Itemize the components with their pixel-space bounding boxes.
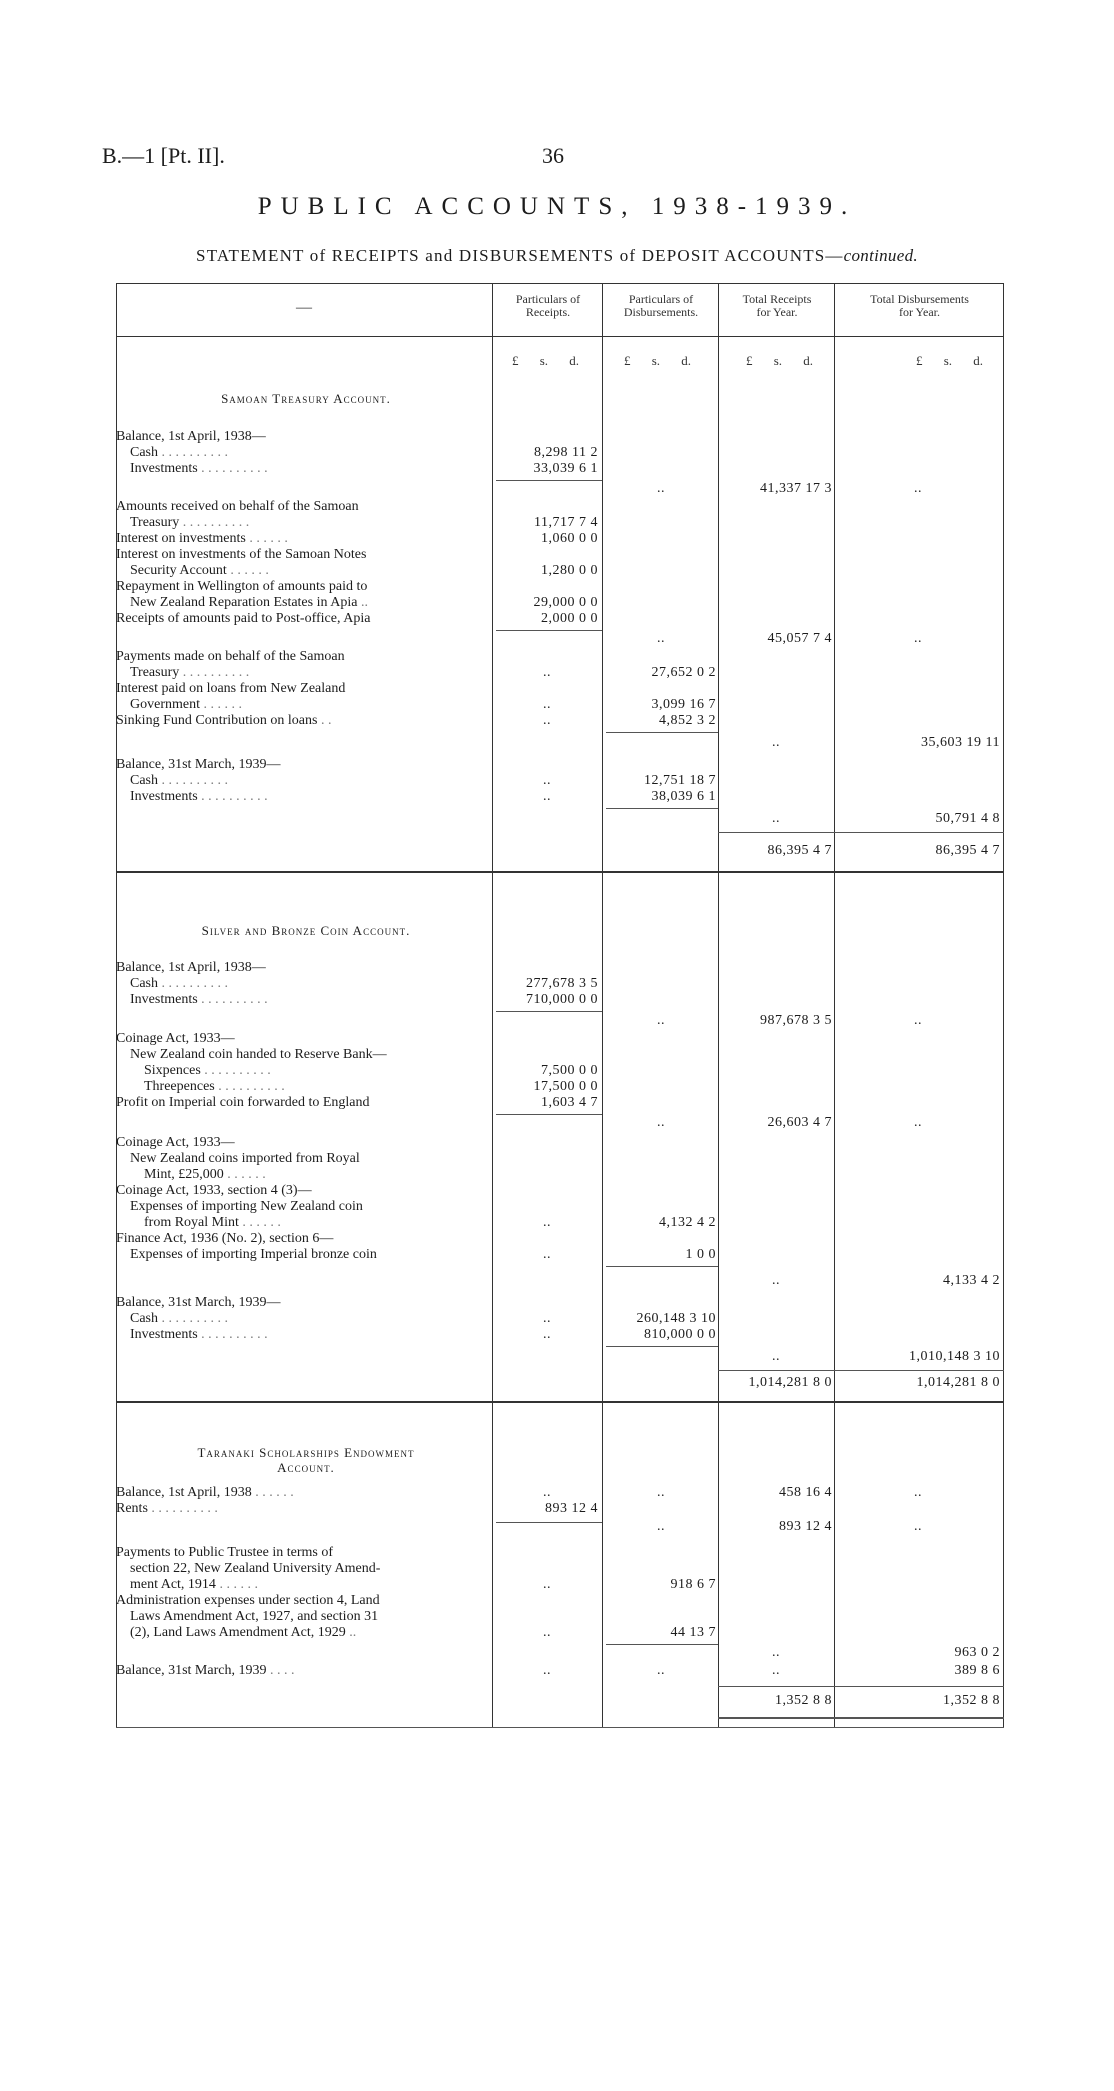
- samoan-close-inv-receipt-dots: ..: [543, 789, 551, 804]
- units-receipts: £ s. d.: [512, 353, 580, 368]
- samoan-interest-investments-amount: 1,060 0 0: [541, 531, 598, 546]
- taranaki-payments-line3: ment Act, 1914 . . . . . .: [130, 1577, 258, 1592]
- silver-coinage-act-c: Coinage Act, 1933, section 4 (3)—: [116, 1183, 312, 1198]
- subtotal-rule: [606, 1266, 718, 1267]
- taranaki-rents-total: 893 12 4: [779, 1519, 832, 1534]
- taranaki-balance-close-disb-dots: ..: [657, 1663, 665, 1678]
- section-title-taranaki: [116, 1445, 496, 1475]
- samoan-amounts-received-amount: 11,717 7 4: [534, 515, 598, 530]
- samoan-receipts-disbtotal-dots: ..: [914, 631, 922, 646]
- taranaki-balance-open-receipt-dots: ..: [543, 1485, 551, 1500]
- samoan-post-office-label: Receipts of amounts paid to Post-office, Apia: [116, 611, 371, 626]
- silver-balance-disbtotal-dots: ..: [914, 1013, 922, 1028]
- silver-expenses-line1: Expenses of importing New Zealand coin: [130, 1199, 363, 1214]
- taranaki-balance-open-amount: 458 16 4: [779, 1485, 832, 1500]
- samoan-cash-amount: 8,298 11 2: [534, 445, 598, 460]
- samoan-balance-disb-dots: ..: [657, 481, 665, 496]
- taranaki-balance-close-label: Balance, 31st March, 1939 . . . .: [116, 1663, 295, 1678]
- column-header-blank: —: [296, 299, 312, 316]
- silver-close-inv-receipt-dots: ..: [543, 1327, 551, 1342]
- taranaki-rents-disbtotal-dots: ..: [914, 1519, 922, 1534]
- taranaki-balance-close-receipt-dots: ..: [543, 1663, 551, 1678]
- column-header-total-receipts: [720, 293, 834, 319]
- samoan-grand-total-receipts: 86,395 4 7: [767, 843, 832, 858]
- silver-receipts-total: 26,603 4 7: [767, 1115, 832, 1130]
- silver-close-cash-amount: 260,148 3 10: [636, 1311, 716, 1326]
- subtitle-main: STATEMENT of RECEIPTS and DISBURSEMENTS of DEPOSIT ACCOUNTS—: [196, 246, 844, 265]
- taranaki-balance-close-total-dots: ..: [772, 1663, 780, 1678]
- section-separator: [116, 871, 1004, 873]
- samoan-payments-line2: Treasury . . . . . . . . . .: [130, 665, 250, 680]
- silver-close-total: 1,010,148 3 10: [909, 1349, 1000, 1364]
- silver-balance-disb-dots: ..: [657, 1013, 665, 1028]
- subtotal-rule: [496, 1011, 602, 1012]
- silver-threepences-amount: 17,500 0 0: [533, 1079, 598, 1094]
- samoan-repayment-amount: 29,000 0 0: [533, 595, 598, 610]
- column-header-total-disbursements-line2: for Year.: [899, 305, 940, 319]
- samoan-interest-notes-line1: Interest on investments of the Samoan Notes: [116, 547, 367, 562]
- silver-investments-amount: 710,000 0 0: [526, 992, 598, 1007]
- taranaki-payments-amount: 918 6 7: [670, 1577, 716, 1592]
- section-title-samoan: Samoan Treasury Account.: [221, 391, 391, 406]
- silver-balance-close: Balance, 31st March, 1939—: [116, 1295, 281, 1310]
- page-number: 36: [542, 143, 564, 168]
- samoan-close-cash-amount: 12,751 18 7: [644, 773, 716, 788]
- samoan-balance-open: Balance, 1st April, 1938—: [116, 429, 266, 444]
- taranaki-admin-line2: Laws Amendment Act, 1927, and section 31: [130, 1609, 379, 1624]
- accounts-table: [116, 283, 1004, 2091]
- silver-balance-open: Balance, 1st April, 1938—: [116, 960, 266, 975]
- taranaki-rents-amount: 893 12 4: [545, 1501, 598, 1516]
- silver-expenses-amount: 4,132 4 2: [659, 1215, 716, 1230]
- taranaki-grand-total-receipts: 1,352 8 8: [775, 1693, 832, 1708]
- taranaki-balance-open-disbtotal-dots: ..: [914, 1485, 922, 1500]
- samoan-close-receipt-dots: ..: [772, 811, 780, 826]
- taranaki-disb-receipt-dots: ..: [772, 1645, 780, 1660]
- units-total-disbursements: £ s. d.: [916, 353, 984, 368]
- document-reference: B.—1 [Pt. II].: [102, 143, 225, 168]
- silver-grand-total-disbursements: 1,014,281 8 0: [916, 1375, 1000, 1390]
- section-title-silver: Silver and Bronze Coin Account.: [201, 923, 411, 938]
- samoan-payments-line1: Payments made on behalf of the Samoan: [116, 649, 345, 664]
- silver-imported-line2: Mint, £25,000 . . . . . .: [144, 1167, 266, 1182]
- page-title: PUBLIC ACCOUNTS, 1938-1939.: [257, 193, 857, 220]
- samoan-disbursements-total: 35,603 19 11: [921, 735, 1000, 750]
- taranaki-disbursements-total: 963 0 2: [954, 1645, 1000, 1660]
- silver-investments-label: Investments . . . . . . . . . .: [130, 992, 268, 1007]
- silver-expenses-receipt-dots: ..: [543, 1215, 551, 1230]
- samoan-close-investments-label: Investments . . . . . . . . . .: [130, 789, 268, 804]
- samoan-payments-receipt-dots: ..: [543, 665, 551, 680]
- subtotal-rule: [606, 808, 718, 809]
- column-header-total-receipts-line2: for Year.: [756, 305, 798, 319]
- silver-receipts-disbtotal-dots: ..: [914, 1115, 922, 1130]
- taranaki-balance-open-disb-dots: ..: [657, 1485, 665, 1500]
- page-subtitle: [0, 246, 1114, 266]
- samoan-balance-close: Balance, 31st March, 1939—: [116, 757, 281, 772]
- samoan-balance-disbtotal-dots: ..: [914, 481, 922, 496]
- column-header-receipts-line2: Receipts.: [525, 305, 571, 319]
- samoan-repayment-line1: Repayment in Wellington of amounts paid to: [116, 579, 368, 594]
- column-header-total-disbursements-line1: Total Disbursements: [870, 292, 969, 306]
- samoan-receipts-total: 45,057 7 4: [767, 631, 832, 646]
- column-header-receipts: [494, 293, 602, 319]
- silver-close-cash-label: Cash . . . . . . . . . .: [130, 1311, 228, 1326]
- samoan-interest-paid-line2: Government . . . . . .: [130, 697, 242, 712]
- samoan-repayment-line2: New Zealand Reparation Estates in Apia ..: [130, 595, 368, 610]
- silver-imperial-label: Expenses of importing Imperial bronze coin: [130, 1247, 377, 1262]
- silver-threepences-label: Threepences . . . . . . . . . .: [144, 1079, 285, 1094]
- taranaki-admin-line1: Administration expenses under section 4, Land: [116, 1593, 380, 1608]
- silver-cash-amount: 277,678 3 5: [526, 976, 598, 991]
- samoan-interest-notes-amount: 1,280 0 0: [541, 563, 598, 578]
- silver-coinage-act-b: Coinage Act, 1933—: [116, 1135, 235, 1150]
- subtotal-rule: [606, 732, 718, 733]
- samoan-payments-amount: 27,652 0 2: [651, 665, 716, 680]
- silver-coin-handed: New Zealand coin handed to Reserve Bank—: [130, 1047, 387, 1062]
- table-top-rule: [116, 283, 1004, 284]
- silver-coinage-act-a: Coinage Act, 1933—: [116, 1031, 235, 1046]
- taranaki-admin-line3: (2), Land Laws Amendment Act, 1929 ..: [130, 1625, 357, 1640]
- silver-grand-total-receipts: 1,014,281 8 0: [748, 1375, 832, 1390]
- silver-receipts-disb-dots: ..: [657, 1115, 665, 1130]
- samoan-grand-total-disbursements: 86,395 4 7: [935, 843, 1000, 858]
- taranaki-admin-receipt-dots: ..: [543, 1625, 551, 1640]
- samoan-close-cash-receipt-dots: ..: [543, 773, 551, 788]
- total-rule: [718, 832, 1004, 833]
- units-total-receipts: £ s. d.: [746, 353, 814, 368]
- silver-disbursements-total: 4,133 4 2: [943, 1273, 1000, 1288]
- samoan-interest-paid-line1: Interest paid on loans from New Zealand: [116, 681, 346, 696]
- taranaki-rents-disb-dots: ..: [657, 1519, 665, 1534]
- samoan-sinking-fund-label: Sinking Fund Contribution on loans . .: [116, 713, 332, 728]
- section-title-taranaki-line1: Taranaki Scholarships Endowment: [197, 1445, 415, 1460]
- taranaki-grand-total-disbursements: 1,352 8 8: [943, 1693, 1000, 1708]
- samoan-disb-receipt-dots: ..: [772, 735, 780, 750]
- units-disbursements: £ s. d.: [624, 353, 692, 368]
- silver-sixpences-label: Sixpences . . . . . . . . . .: [144, 1063, 271, 1078]
- samoan-amounts-received-line2: Treasury . . . . . . . . . .: [130, 515, 250, 530]
- samoan-interest-investments-label: Interest on investments . . . . . .: [116, 531, 288, 546]
- taranaki-balance-open-label: Balance, 1st April, 1938 . . . . . .: [116, 1485, 294, 1500]
- table-bottom-rule: [116, 1727, 1004, 1728]
- header-rule: [116, 336, 1004, 337]
- samoan-sinking-fund-amount: 4,852 3 2: [659, 713, 716, 728]
- silver-cash-label: Cash . . . . . . . . . .: [130, 976, 228, 991]
- total-rule: [718, 1370, 1004, 1371]
- samoan-interest-paid-receipt-dots: ..: [543, 697, 551, 712]
- column-header-disbursements: [604, 293, 718, 319]
- samoan-close-total: 50,791 4 8: [935, 811, 1000, 826]
- column-header-receipts-line1: Particulars of: [515, 292, 581, 306]
- section-separator: [116, 1401, 1004, 1403]
- taranaki-payments-line2: section 22, New Zealand University Amend-: [130, 1561, 381, 1576]
- taranaki-payments-receipt-dots: ..: [543, 1577, 551, 1592]
- silver-close-receipt-dots: ..: [772, 1349, 780, 1364]
- final-rule: [718, 1717, 1004, 1719]
- silver-profit-amount: 1,603 4 7: [541, 1095, 598, 1110]
- total-rule: [718, 1686, 1004, 1687]
- column-header-total-disbursements: [836, 293, 1003, 319]
- samoan-close-cash-label: Cash . . . . . . . . . .: [130, 773, 228, 788]
- silver-balance-total: 987,678 3 5: [760, 1013, 832, 1028]
- taranaki-payments-line1: Payments to Public Trustee in terms of: [116, 1545, 333, 1560]
- taranaki-balance-close-amount: 389 8 6: [954, 1663, 1000, 1678]
- samoan-interest-notes-line2: Security Account . . . . . .: [130, 563, 269, 578]
- silver-disb-receipt-dots: ..: [772, 1273, 780, 1288]
- silver-sixpences-amount: 7,500 0 0: [541, 1063, 598, 1078]
- taranaki-rents-label: Rents . . . . . . . . . .: [116, 1501, 218, 1516]
- section-title-taranaki-line2: Account.: [277, 1460, 335, 1475]
- silver-close-investments-amount: 810,000 0 0: [644, 1327, 716, 1342]
- samoan-post-office-amount: 2,000 0 0: [541, 611, 598, 626]
- samoan-close-investments-amount: 38,039 6 1: [651, 789, 716, 804]
- subtotal-rule: [606, 1346, 718, 1347]
- silver-close-cash-receipt-dots: ..: [543, 1311, 551, 1326]
- silver-imported-line1: New Zealand coins imported from Royal: [130, 1151, 360, 1166]
- column-header-disbursements-line2: Disbursements.: [623, 305, 699, 319]
- samoan-balance-total: 41,337 17 3: [760, 481, 832, 496]
- samoan-cash-label: Cash . . . . . . . . . .: [130, 445, 228, 460]
- samoan-investments-amount: 33,039 6 1: [533, 461, 598, 476]
- samoan-interest-paid-amount: 3,099 16 7: [651, 697, 716, 712]
- samoan-receipts-disb-dots: ..: [657, 631, 665, 646]
- silver-finance-act: Finance Act, 1936 (No. 2), section 6—: [116, 1231, 334, 1246]
- samoan-sinking-receipt-dots: ..: [543, 713, 551, 728]
- silver-profit-label: Profit on Imperial coin forwarded to England: [116, 1095, 370, 1110]
- silver-expenses-line2: from Royal Mint . . . . . .: [144, 1215, 281, 1230]
- column-header-total-receipts-line1: Total Receipts: [742, 292, 812, 306]
- taranaki-admin-amount: 44 13 7: [670, 1625, 716, 1640]
- silver-imperial-amount: 1 0 0: [685, 1247, 716, 1262]
- samoan-amounts-received-line1: Amounts received on behalf of the Samoan: [116, 499, 359, 514]
- samoan-investments-label: Investments . . . . . . . . . .: [130, 461, 268, 476]
- column-header-disbursements-line1: Particulars of: [628, 292, 694, 306]
- subtitle-continued: continued.: [843, 246, 918, 265]
- silver-imperial-receipt-dots: ..: [543, 1247, 551, 1262]
- silver-close-investments-label: Investments . . . . . . . . . .: [130, 1327, 268, 1342]
